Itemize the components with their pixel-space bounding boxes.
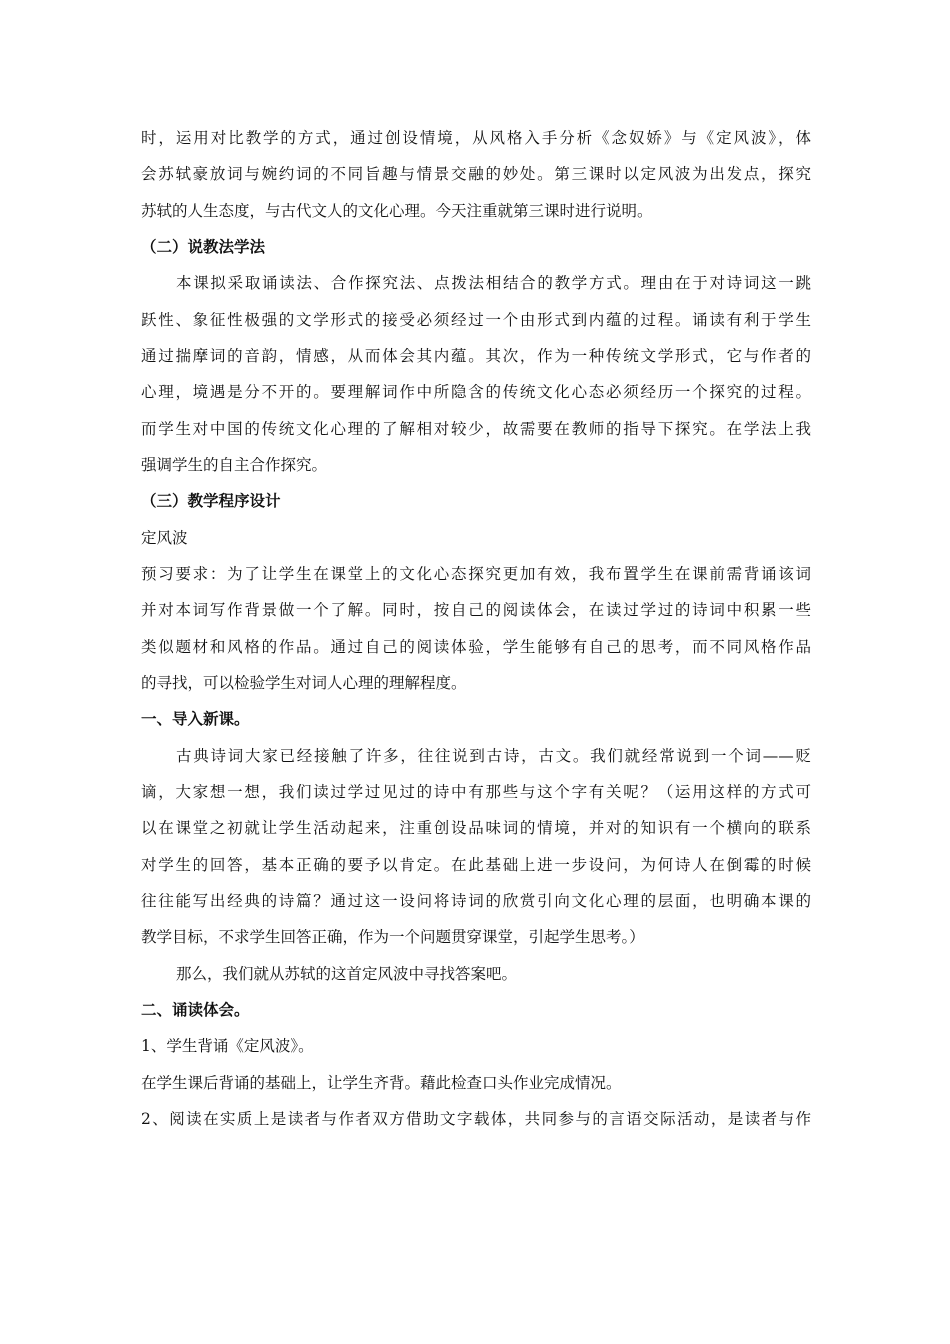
section-heading: （二）说教法学法 [141,238,266,256]
paragraph-line: 跃性、象征性极强的文学形式的接受必须经过一个由形式到内蕴的过程。诵读有利于学生 [141,311,811,329]
paragraph-line: 古典诗词大家已经接触了许多，往往说到古诗，古文。我们就经常说到一个词——贬 [176,747,811,765]
paragraph-line: 往往能写出经典的诗篇？通过这一设问将诗词的欣赏引向文化心理的层面，也明确本课的 [141,892,811,910]
paragraph-line: 并对本词写作背景做一个了解。同时，按自己的阅读体会，在读过学过的诗词中积累一些 [141,601,811,619]
paragraph-line: 的寻找，可以检验学生对词人心理的理解程度。 [141,674,467,692]
paragraph-line: 通过揣摩词的音韵，情感，从而体会其内蕴。其次，作为一种传统文学形式，它与作者的 [141,347,811,365]
paragraph-line: 对学生的回答，基本正确的要予以肯定。在此基础上进一步设问，为何诗人在倒霉的时候 [141,856,811,874]
paragraph-line: 本课拟采取诵读法、合作探究法、点拨法相结合的教学方式。理由在于对诗词这一跳 [176,274,811,292]
paragraph-line: 类似题材和风格的作品。通过自己的阅读体验，学生能够有自己的思考，而不同风格作品 [141,638,811,656]
paragraph-line: 教学目标，不求学生回答正确，作为一个问题贯穿课堂，引起学生思考。） [141,928,645,946]
paragraph-line: 苏轼的人生态度，与古代文人的文化心理。今天注重就第三课时进行说明。 [141,202,653,220]
paragraph-line: 在学生课后背诵的基础上，让学生齐背。藉此检查口头作业完成情况。 [141,1074,622,1092]
list-item: 2、阅读在实质上是读者与作者双方借助文字载体，共同参与的言语交际活动，是读者与作 [141,1110,811,1128]
paragraph-line: 以在课堂之初就让学生活动起来，注重创设品味词的情境，并对的知识有一个横向的联系 [141,819,811,837]
paragraph-line: 时，运用对比教学的方式，通过创设情境，从风格入手分析《念奴娇》与《定风波》，体 [141,129,811,147]
paragraph-line: 会苏轼豪放词与婉约词的不同旨趣与情景交融的妙处。第三课时以定风波为出发点，探究 [141,165,811,183]
paragraph-line: 那么，我们就从苏轼的这首定风波中寻找答案吧。 [176,965,518,983]
section-heading: 一、导入新课。 [141,710,250,728]
paragraph-line: 强调学生的自主合作探究。 [141,456,328,474]
section-heading: （三）教学程序设计 [141,492,281,510]
poem-title: 定风波 [141,529,188,547]
paragraph-line: 谪，大家想一想，我们读过学过见过的诗中有那些与这个字有关呢？（运用这样的方式可 [141,783,811,801]
paragraph-line: 心理，境遇是分不开的。要理解词作中所隐含的传统文化心态必须经历一个探究的过程。 [141,383,811,401]
section-heading: 二、诵读体会。 [141,1001,250,1019]
paragraph-line: 而学生对中国的传统文化心理的了解相对较少，故需要在教师的指导下探究。在学法上我 [141,420,811,438]
paragraph-line: 预习要求：为了让学生在课堂上的文化心态探究更加有效，我布置学生在课前需背诵该词 [141,565,811,583]
list-item: 1、学生背诵《定风波》。 [141,1037,314,1055]
